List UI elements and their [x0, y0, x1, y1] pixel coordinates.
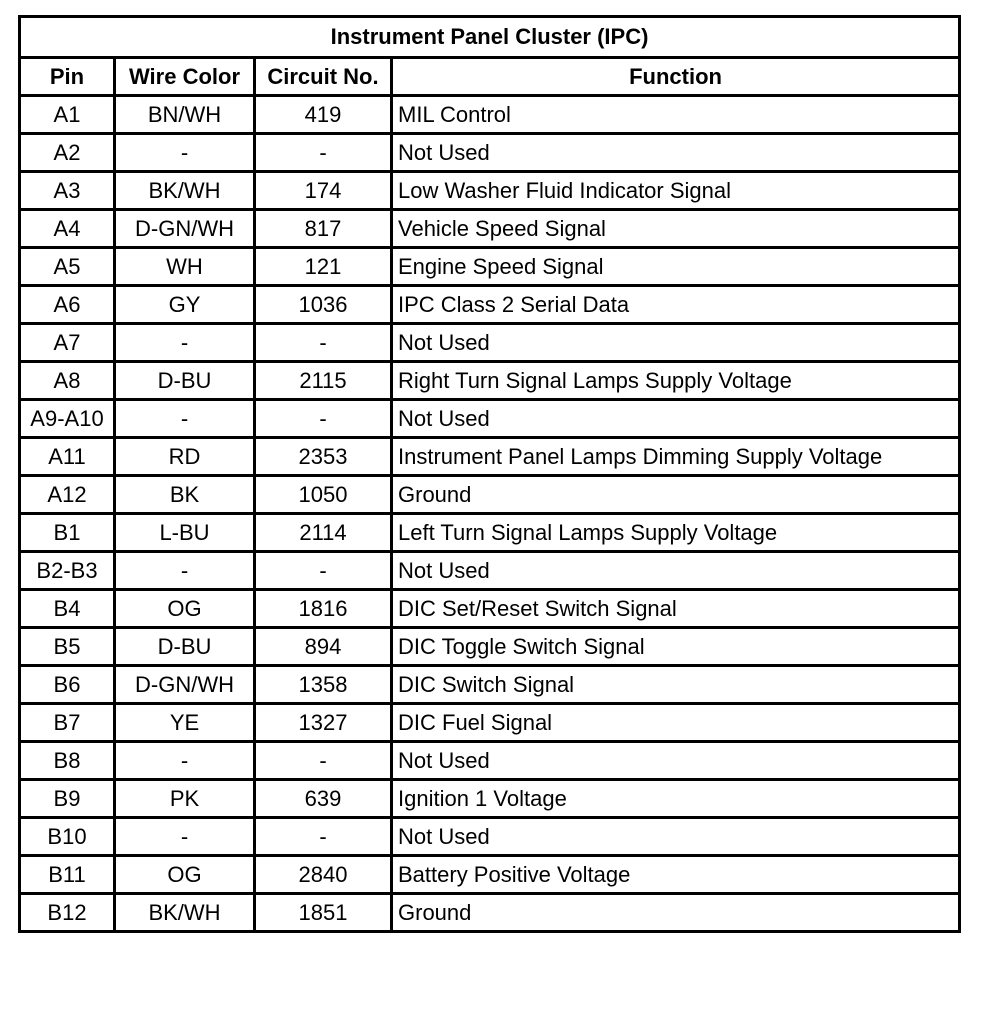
pin-cell: B10 [20, 818, 115, 856]
table-row [20, 742, 960, 780]
pin-cell: A7 [20, 324, 115, 362]
table-row [20, 172, 960, 210]
function-cell: DIC Set/Reset Switch Signal [392, 590, 960, 628]
wire-color-cell: WH [115, 248, 255, 286]
function-cell: Battery Positive Voltage [392, 856, 960, 894]
table-row [20, 552, 960, 590]
function-cell: Ignition 1 Voltage [392, 780, 960, 818]
wire-color-cell: PK [115, 780, 255, 818]
wire-color-cell: GY [115, 286, 255, 324]
header-row [20, 58, 960, 96]
wire-color-cell: YE [115, 704, 255, 742]
pin-cell: B4 [20, 590, 115, 628]
circuit-no-cell: - [255, 324, 392, 362]
circuit-no-cell: 1816 [255, 590, 392, 628]
function-cell: DIC Toggle Switch Signal [392, 628, 960, 666]
table-row [20, 628, 960, 666]
wire-color-cell: L-BU [115, 514, 255, 552]
function-cell: Vehicle Speed Signal [392, 210, 960, 248]
wire-color-cell: - [115, 552, 255, 590]
pin-cell: B11 [20, 856, 115, 894]
wire-color-cell: OG [115, 590, 255, 628]
header-pin: Pin [20, 58, 115, 96]
wire-color-cell: - [115, 400, 255, 438]
table-row [20, 818, 960, 856]
function-cell: Not Used [392, 742, 960, 780]
wire-color-cell: D-GN/WH [115, 666, 255, 704]
circuit-no-cell: - [255, 552, 392, 590]
wire-color-cell: - [115, 324, 255, 362]
function-cell: MIL Control [392, 96, 960, 134]
circuit-no-cell: - [255, 742, 392, 780]
header-circuit-no: Circuit No. [255, 58, 392, 96]
table-row [20, 666, 960, 704]
wire-color-cell: D-BU [115, 362, 255, 400]
function-cell: Not Used [392, 818, 960, 856]
wire-color-cell: - [115, 742, 255, 780]
function-cell: Ground [392, 476, 960, 514]
table-row [20, 514, 960, 552]
circuit-no-cell: 1851 [255, 894, 392, 932]
wire-color-cell: - [115, 818, 255, 856]
pin-cell: B5 [20, 628, 115, 666]
circuit-no-cell: 1050 [255, 476, 392, 514]
pin-cell: B2-B3 [20, 552, 115, 590]
wire-color-cell: BK [115, 476, 255, 514]
pin-cell: A3 [20, 172, 115, 210]
table-row [20, 704, 960, 742]
table-row [20, 476, 960, 514]
circuit-no-cell: - [255, 134, 392, 172]
pin-cell: B8 [20, 742, 115, 780]
wire-color-cell: OG [115, 856, 255, 894]
table-row [20, 856, 960, 894]
table-row [20, 96, 960, 134]
table-row [20, 590, 960, 628]
table-row [20, 400, 960, 438]
function-cell: Not Used [392, 134, 960, 172]
table-row [20, 134, 960, 172]
circuit-no-cell: 1358 [255, 666, 392, 704]
function-cell: Right Turn Signal Lamps Supply Voltage [392, 362, 960, 400]
pin-cell: B6 [20, 666, 115, 704]
circuit-no-cell: 121 [255, 248, 392, 286]
wire-color-cell: BN/WH [115, 96, 255, 134]
circuit-no-cell: 2114 [255, 514, 392, 552]
circuit-no-cell: 1327 [255, 704, 392, 742]
circuit-no-cell: 2840 [255, 856, 392, 894]
pin-cell: A2 [20, 134, 115, 172]
wire-color-cell: RD [115, 438, 255, 476]
wire-color-cell: BK/WH [115, 172, 255, 210]
pin-cell: A6 [20, 286, 115, 324]
pin-cell: B1 [20, 514, 115, 552]
function-cell: IPC Class 2 Serial Data [392, 286, 960, 324]
circuit-no-cell: 1036 [255, 286, 392, 324]
pin-cell: A12 [20, 476, 115, 514]
function-cell: Not Used [392, 552, 960, 590]
function-cell: Instrument Panel Lamps Dimming Supply Voltage [392, 438, 960, 476]
wire-color-cell: - [115, 134, 255, 172]
circuit-no-cell: 2353 [255, 438, 392, 476]
table-row [20, 780, 960, 818]
table-row [20, 362, 960, 400]
title-row [20, 17, 960, 58]
circuit-no-cell: 817 [255, 210, 392, 248]
table-row [20, 438, 960, 476]
table-row [20, 248, 960, 286]
circuit-no-cell: 2115 [255, 362, 392, 400]
circuit-no-cell: 419 [255, 96, 392, 134]
pin-cell: A11 [20, 438, 115, 476]
function-cell: Not Used [392, 400, 960, 438]
circuit-no-cell: 174 [255, 172, 392, 210]
circuit-no-cell: 894 [255, 628, 392, 666]
function-cell: Low Washer Fluid Indicator Signal [392, 172, 960, 210]
pin-cell: A9-A10 [20, 400, 115, 438]
pin-cell: A8 [20, 362, 115, 400]
pin-cell: B9 [20, 780, 115, 818]
wire-color-cell: D-BU [115, 628, 255, 666]
pin-cell: A5 [20, 248, 115, 286]
function-cell: DIC Fuel Signal [392, 704, 960, 742]
circuit-no-cell: 639 [255, 780, 392, 818]
function-cell: Ground [392, 894, 960, 932]
header-function: Function [392, 58, 960, 96]
function-cell: Left Turn Signal Lamps Supply Voltage [392, 514, 960, 552]
table-row [20, 210, 960, 248]
table-row [20, 286, 960, 324]
pin-cell: B7 [20, 704, 115, 742]
function-cell: Not Used [392, 324, 960, 362]
pin-cell: A4 [20, 210, 115, 248]
connector-pinout-table [18, 15, 961, 933]
table-title: Instrument Panel Cluster (IPC) [20, 17, 960, 58]
table-row [20, 894, 960, 932]
wire-color-cell: BK/WH [115, 894, 255, 932]
function-cell: DIC Switch Signal [392, 666, 960, 704]
function-cell: Engine Speed Signal [392, 248, 960, 286]
wire-color-cell: D-GN/WH [115, 210, 255, 248]
pin-cell: A1 [20, 96, 115, 134]
circuit-no-cell: - [255, 400, 392, 438]
pin-cell: B12 [20, 894, 115, 932]
circuit-no-cell: - [255, 818, 392, 856]
table-row [20, 324, 960, 362]
header-wire-color: Wire Color [115, 58, 255, 96]
